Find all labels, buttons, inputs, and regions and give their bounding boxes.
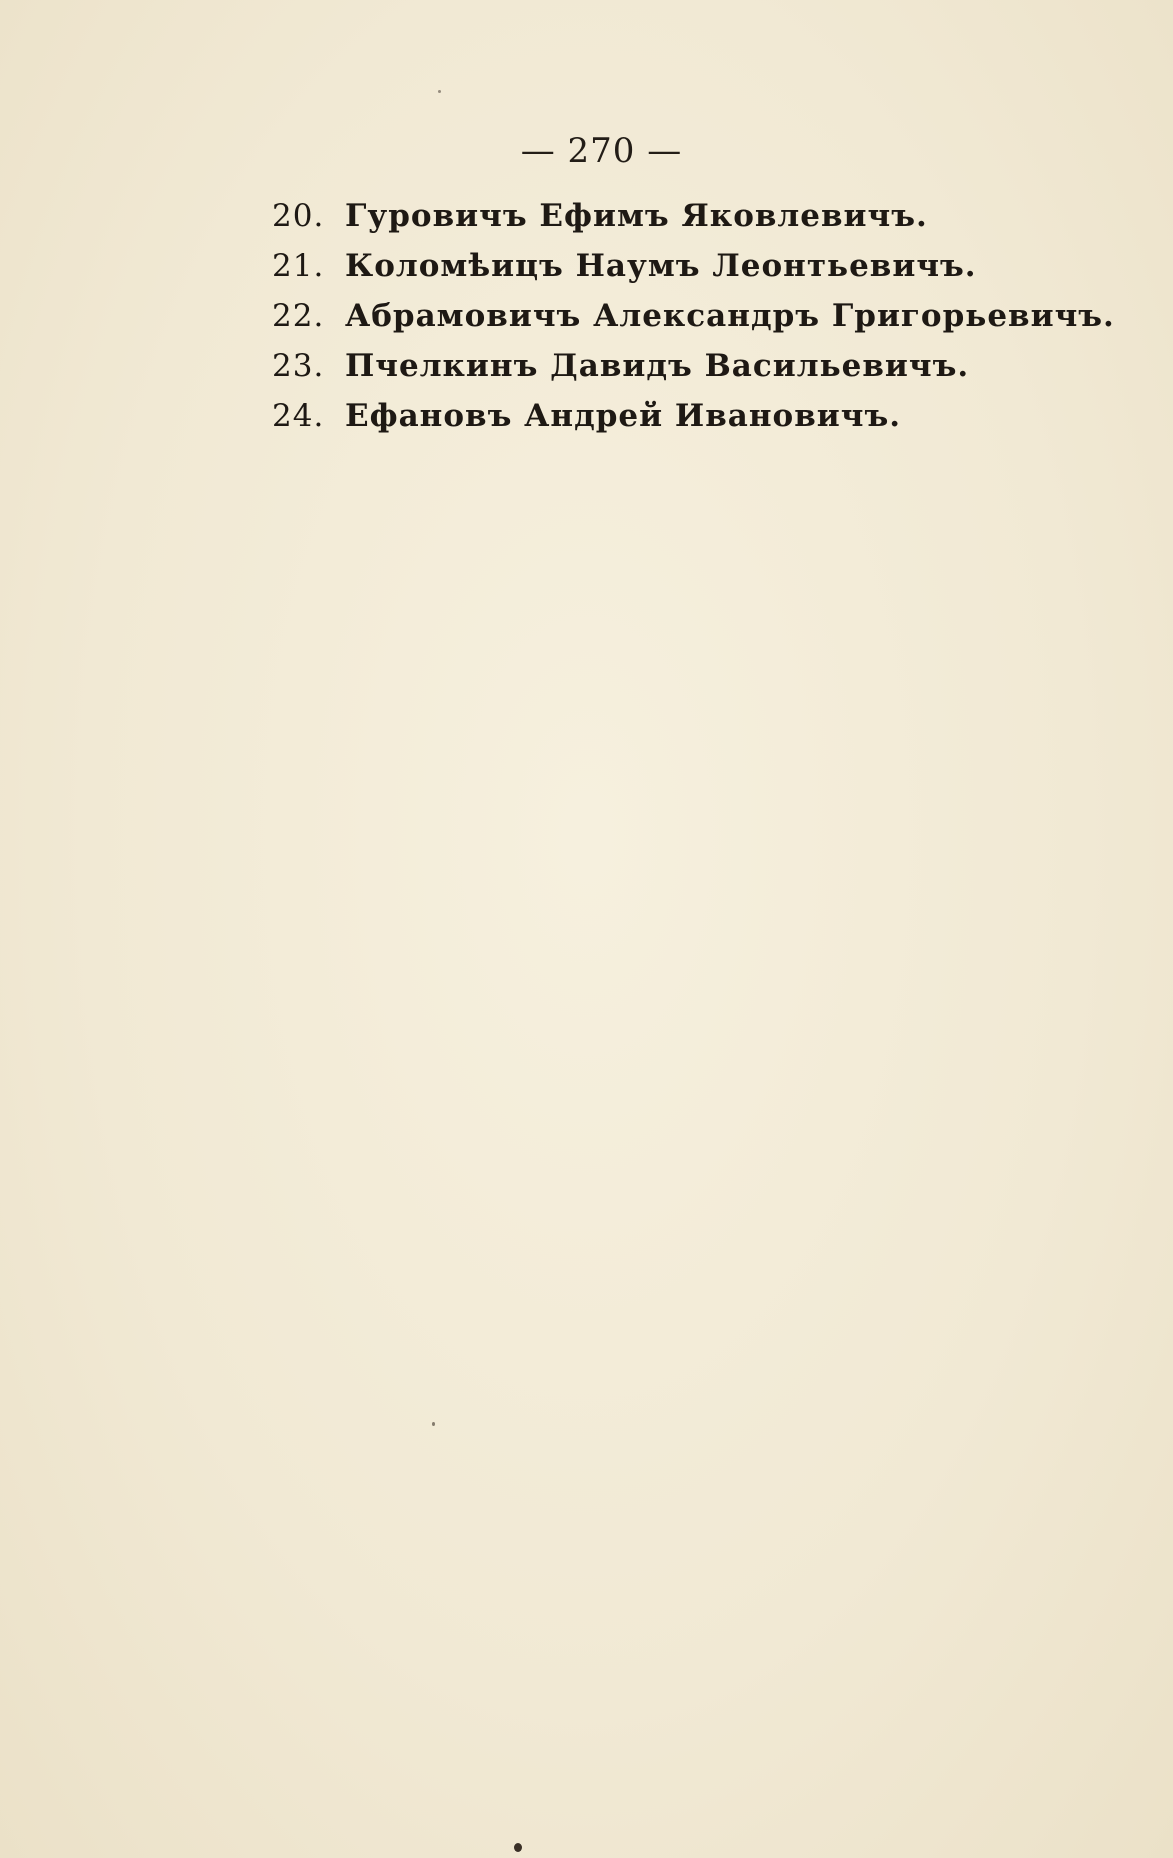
entry-number: 22. — [272, 298, 325, 334]
entry-number: 24. — [272, 398, 325, 434]
entry-name: Пчелкинъ Давидъ Васильевичъ. — [345, 348, 970, 384]
ink-speck — [432, 1422, 435, 1426]
page-number: — 270 — — [520, 131, 683, 171]
ink-speck — [438, 90, 441, 93]
name-list — [272, 198, 1115, 448]
entry-name: Коломѣицъ Наумъ Леонтьевичъ. — [345, 248, 977, 284]
list-item — [272, 298, 1115, 348]
list-item — [272, 398, 1115, 448]
list-item — [272, 248, 1115, 298]
list-item — [272, 348, 1115, 398]
list-item — [272, 198, 1115, 248]
entry-name: Абрамовичъ Александръ Григорьевичъ. — [345, 298, 1115, 334]
entry-name: Ефановъ Андрей Ивановичъ. — [345, 398, 902, 434]
entry-name: Гуровичъ Ефимъ Яковлевичъ. — [345, 198, 928, 234]
ink-speck — [514, 1843, 522, 1852]
entry-number: 23. — [272, 348, 325, 384]
entry-number: 21. — [272, 248, 325, 284]
entry-number: 20. — [272, 198, 325, 234]
